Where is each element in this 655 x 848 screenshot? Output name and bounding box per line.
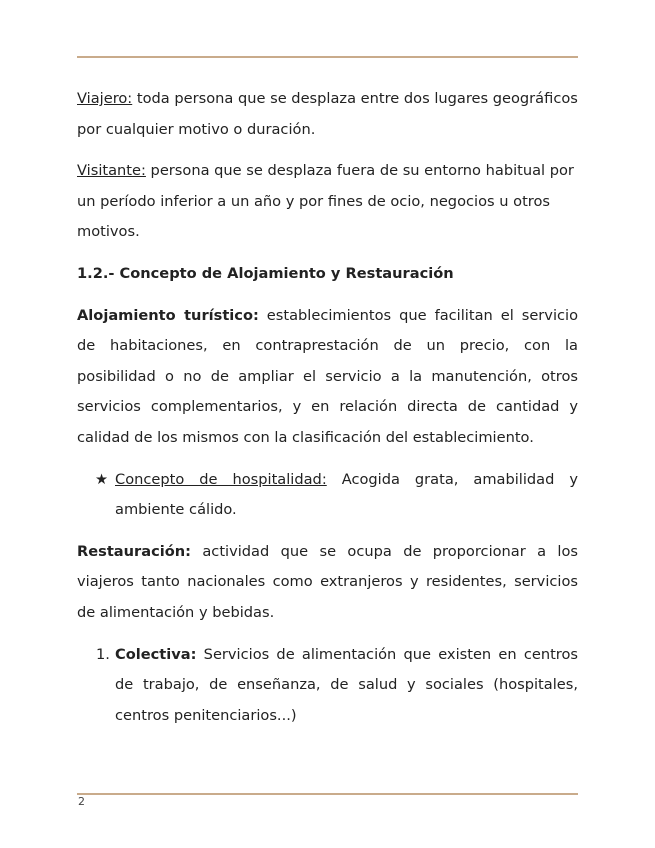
viajero-definition <box>77 84 578 145</box>
header-rule <box>77 56 578 58</box>
viajero-text: toda persona que se desplaza entre dos lugares geográficos por cualquier motivo o duración. <box>77 90 578 138</box>
viajero-term: Viajero: <box>77 90 133 107</box>
list-number: 1. <box>96 645 110 663</box>
colectiva-term: Colectiva: <box>115 645 197 663</box>
document-body <box>77 84 578 742</box>
hospitalidad-term: Concepto de hospitalidad: <box>115 470 327 488</box>
alojamiento-term: Alojamiento turístico: <box>77 306 259 324</box>
restauracion-paragraph <box>77 537 578 629</box>
alojamiento-paragraph <box>77 301 578 454</box>
footer-rule <box>77 793 578 795</box>
section-heading: 1.2.- Concepto de Alojamiento y Restauración <box>77 264 454 282</box>
colectiva-text: Servicios de alimentación que existen en centros de trabajo, de enseñanza, de salud y sociales (hospitales, centros penitenciarios...) <box>115 645 578 724</box>
colectiva-list-item <box>77 640 578 732</box>
visitante-text: persona que se desplaza fuera de su entorno habitual por un período inferior a un año y por fines de ocio, negocios u otros motivos. <box>77 162 574 241</box>
alojamiento-text: establecimientos que facilitan el servicio de habitaciones, en contraprestación de un precio, con la posibilidad o no de ampliar el servicio a la manutención, otros servicios complementarios, y en relación directa de cantidad y calidad de los mismos con la clasificación del establecimiento. <box>77 306 578 446</box>
star-bullet-icon: ★ <box>95 470 109 488</box>
restauracion-text: actividad que se ocupa de proporcionar a los viajeros tanto nacionales como extranjeros y residentes, servicios de alimentación y bebidas. <box>77 542 578 621</box>
hospitalidad-list-item <box>77 465 578 526</box>
visitante-term: Visitante: <box>77 162 146 180</box>
hospitalidad-text: Acogida grata, amabilidad y ambiente cálido. <box>115 470 578 519</box>
page-number: 2 <box>78 795 85 808</box>
visitante-definition <box>77 156 578 248</box>
restauracion-term: Restauración: <box>77 542 191 560</box>
